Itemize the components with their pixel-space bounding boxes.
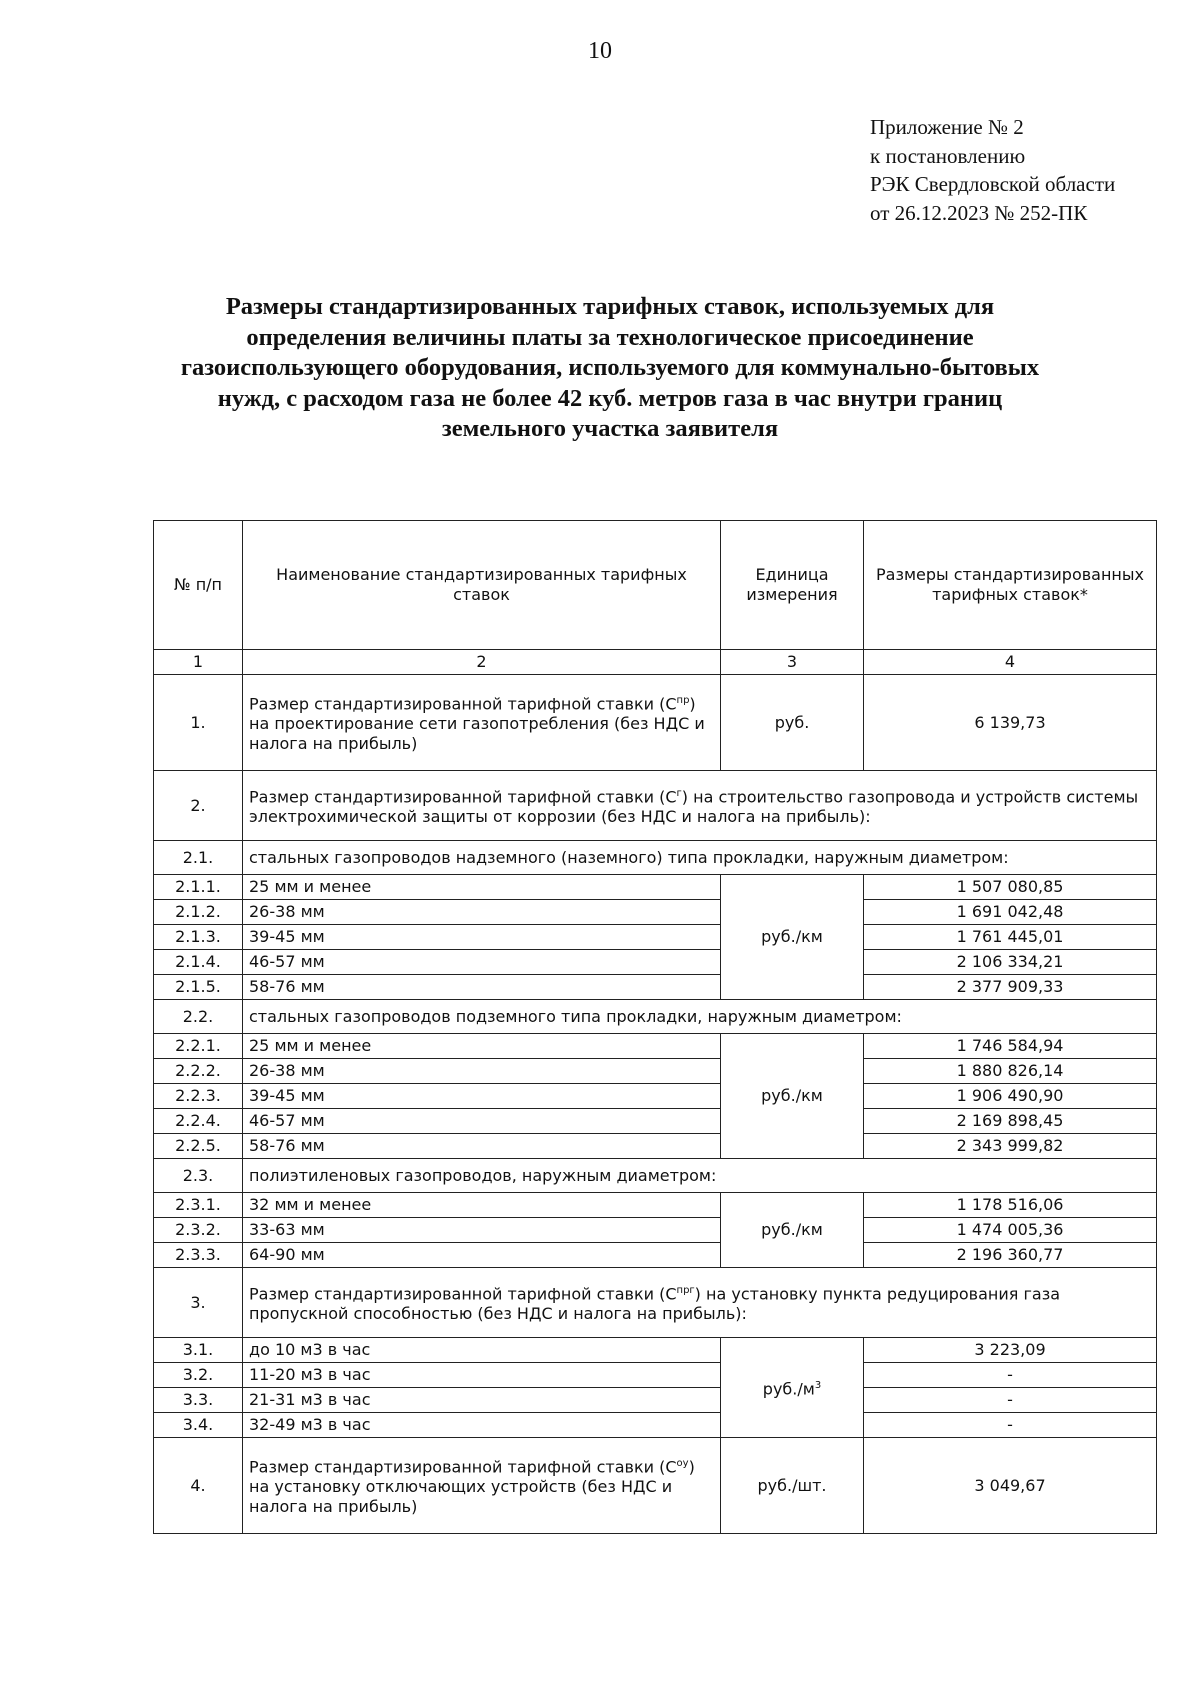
row-name: Размер стандартизированной тарифной ставки $(С^г)$ на строительство газопровода и устройств системы электрохимической защиты от коррозии (без НДС и налога на прибыль):	[243, 771, 1157, 841]
row-num: 2.1.1.	[154, 875, 243, 900]
row-value: 3 223,09	[864, 1338, 1157, 1363]
row-num: 2.	[154, 771, 243, 841]
row-value: 1 761 445,01	[864, 925, 1157, 950]
column-number: 2	[243, 650, 721, 675]
title-line: определения величины платы за технологическое присоединение	[246, 323, 974, 351]
row-name: стальных газопроводов подземного типа прокладки, наружным диаметром:	[243, 1000, 1157, 1034]
table-section-row	[154, 841, 1157, 875]
row-num: 1.	[154, 675, 243, 771]
row-value: 1 507 080,85	[864, 875, 1157, 900]
table-row	[154, 1084, 1157, 1109]
row-num: 2.3.2.	[154, 1218, 243, 1243]
header-num: № п/п	[154, 521, 243, 650]
row-value: 2 196 360,77	[864, 1243, 1157, 1268]
row-unit: руб./км	[721, 1034, 864, 1159]
row-num: 2.2.5.	[154, 1134, 243, 1159]
row-num: 4.	[154, 1438, 243, 1534]
table-header-row	[154, 521, 1157, 650]
table-row	[154, 1363, 1157, 1388]
table-row	[154, 1109, 1157, 1134]
table-row	[154, 1218, 1157, 1243]
table-row	[154, 675, 1157, 771]
row-value: 1 906 490,90	[864, 1084, 1157, 1109]
table-row	[154, 925, 1157, 950]
row-name: 26-38 мм	[243, 1059, 721, 1084]
table-row	[154, 1034, 1157, 1059]
row-value: 1 746 584,94	[864, 1034, 1157, 1059]
row-value: 6 139,73	[864, 675, 1157, 771]
row-name: 25 мм и менее	[243, 875, 721, 900]
tariff-table	[153, 520, 1157, 1534]
row-value: 3 049,67	[864, 1438, 1157, 1534]
column-number: 3	[721, 650, 864, 675]
appendix-line: РЭК Свердловской области	[870, 172, 1116, 196]
row-value: 2 106 334,21	[864, 950, 1157, 975]
title-line: газоиспользующего оборудования, используемого для коммунально-бытовых	[180, 354, 1040, 381]
appendix-line: к постановлению	[870, 143, 1026, 168]
table-row	[154, 1134, 1157, 1159]
header-value: Размеры стандартизированных тарифных ставок*	[864, 521, 1157, 650]
row-name: до 10 м3 в час	[243, 1338, 721, 1363]
row-name: 46-57 мм	[243, 950, 721, 975]
row-value: 1 691 042,48	[864, 900, 1157, 925]
row-num: 2.1.5.	[154, 975, 243, 1000]
row-num: 3.1.	[154, 1338, 243, 1363]
table-row	[154, 950, 1157, 975]
column-number-row	[154, 650, 1157, 675]
row-num: 3.	[154, 1268, 243, 1338]
column-number: 4	[864, 650, 1157, 675]
row-name: Размер стандартизированной тарифной ставки $(С^{оу})$ на установку отключающих устройств (без НДС и налога на прибыль)	[243, 1438, 721, 1534]
row-num: 3.3.	[154, 1388, 243, 1413]
row-num: 2.2.1.	[154, 1034, 243, 1059]
table-row	[154, 1438, 1157, 1534]
row-name: 11-20 м3 в час	[243, 1363, 721, 1388]
table-row	[154, 1413, 1157, 1438]
row-num: 2.1.4.	[154, 950, 243, 975]
row-value: 1 880 826,14	[864, 1059, 1157, 1084]
row-value: -	[864, 1363, 1157, 1388]
row-name: 21-31 м3 в час	[243, 1388, 721, 1413]
row-name: 64-90 мм	[243, 1243, 721, 1268]
row-name: полиэтиленовых газопроводов, наружным диаметром:	[243, 1159, 1157, 1193]
row-name: 58-76 мм	[243, 1134, 721, 1159]
document-title	[140, 292, 1080, 445]
header-name: Наименование стандартизированных тарифных ставок	[243, 521, 721, 650]
row-value: -	[864, 1413, 1157, 1438]
title-line: земельного участка заявителя	[441, 415, 779, 442]
row-num: 2.1.2.	[154, 900, 243, 925]
row-num: 2.2.2.	[154, 1059, 243, 1084]
row-value: 2 343 999,82	[864, 1134, 1157, 1159]
row-unit: руб.	[721, 675, 864, 771]
row-name: 25 мм и менее	[243, 1034, 721, 1059]
table-row	[154, 1243, 1157, 1268]
row-name: Размер стандартизированной тарифной ставки $(С^{пр})$ на проектирование сети газопотребления (без НДС и налога на прибыль)	[243, 675, 721, 771]
row-name: 32-49 м3 в час	[243, 1413, 721, 1438]
page-number: 10	[588, 38, 612, 64]
row-name: 32 мм и менее	[243, 1193, 721, 1218]
header-unit: Единица измерения	[721, 521, 864, 650]
row-num: 2.2.3.	[154, 1084, 243, 1109]
row-num: 2.1.	[154, 841, 243, 875]
row-name: 46-57 мм	[243, 1109, 721, 1134]
row-value: 2 377 909,33	[864, 975, 1157, 1000]
row-num: 2.3.1.	[154, 1193, 243, 1218]
appendix-line: Приложение № 2	[870, 115, 1024, 139]
table-row	[154, 1338, 1157, 1363]
row-name: стальных газопроводов надземного (наземного) типа прокладки, наружным диаметром:	[243, 841, 1157, 875]
row-name: 33-63 мм	[243, 1218, 721, 1243]
row-value: -	[864, 1388, 1157, 1413]
row-value: 1 178 516,06	[864, 1193, 1157, 1218]
table-row	[154, 1388, 1157, 1413]
appendix-header	[870, 113, 1115, 227]
table-row	[154, 875, 1157, 900]
row-name: 39-45 мм	[243, 925, 721, 950]
row-unit: $руб./м^3$	[721, 1338, 864, 1438]
row-value: 1 474 005,36	[864, 1218, 1157, 1243]
table-section-row	[154, 1000, 1157, 1034]
appendix-line: от 26.12.2023 № 252-ПК	[870, 200, 1088, 225]
row-num: 3.4.	[154, 1413, 243, 1438]
row-num: 3.2.	[154, 1363, 243, 1388]
row-name: 26-38 мм	[243, 900, 721, 925]
row-num: 2.2.4.	[154, 1109, 243, 1134]
table-section-row	[154, 771, 1157, 841]
row-num: 2.2.	[154, 1000, 243, 1034]
row-unit: руб./км	[721, 875, 864, 1000]
row-num: 2.3.3.	[154, 1243, 243, 1268]
row-value: 2 169 898,45	[864, 1109, 1157, 1134]
row-name: Размер стандартизированной тарифной ставки $(С^{прг})$ на установку пункта редуцирования газа пропускной способностью (без НДС и налога на прибыль):	[243, 1268, 1157, 1338]
row-name: 39-45 мм	[243, 1084, 721, 1109]
title-line: нужд, с расходом газа не более 42 куб. метров газа в час внутри границ	[217, 384, 1003, 412]
column-number: 1	[154, 650, 243, 675]
title-line: Размеры стандартизированных тарифных ставок, используемых для	[225, 293, 995, 320]
row-unit: руб./км	[721, 1193, 864, 1268]
table-row	[154, 1059, 1157, 1084]
table-section-row	[154, 1159, 1157, 1193]
table-row	[154, 975, 1157, 1000]
table-section-row	[154, 1268, 1157, 1338]
row-unit: руб./шт.	[721, 1438, 864, 1534]
row-num: 2.3.	[154, 1159, 243, 1193]
row-name: 58-76 мм	[243, 975, 721, 1000]
table-row	[154, 1193, 1157, 1218]
row-num: 2.1.3.	[154, 925, 243, 950]
table-row	[154, 900, 1157, 925]
